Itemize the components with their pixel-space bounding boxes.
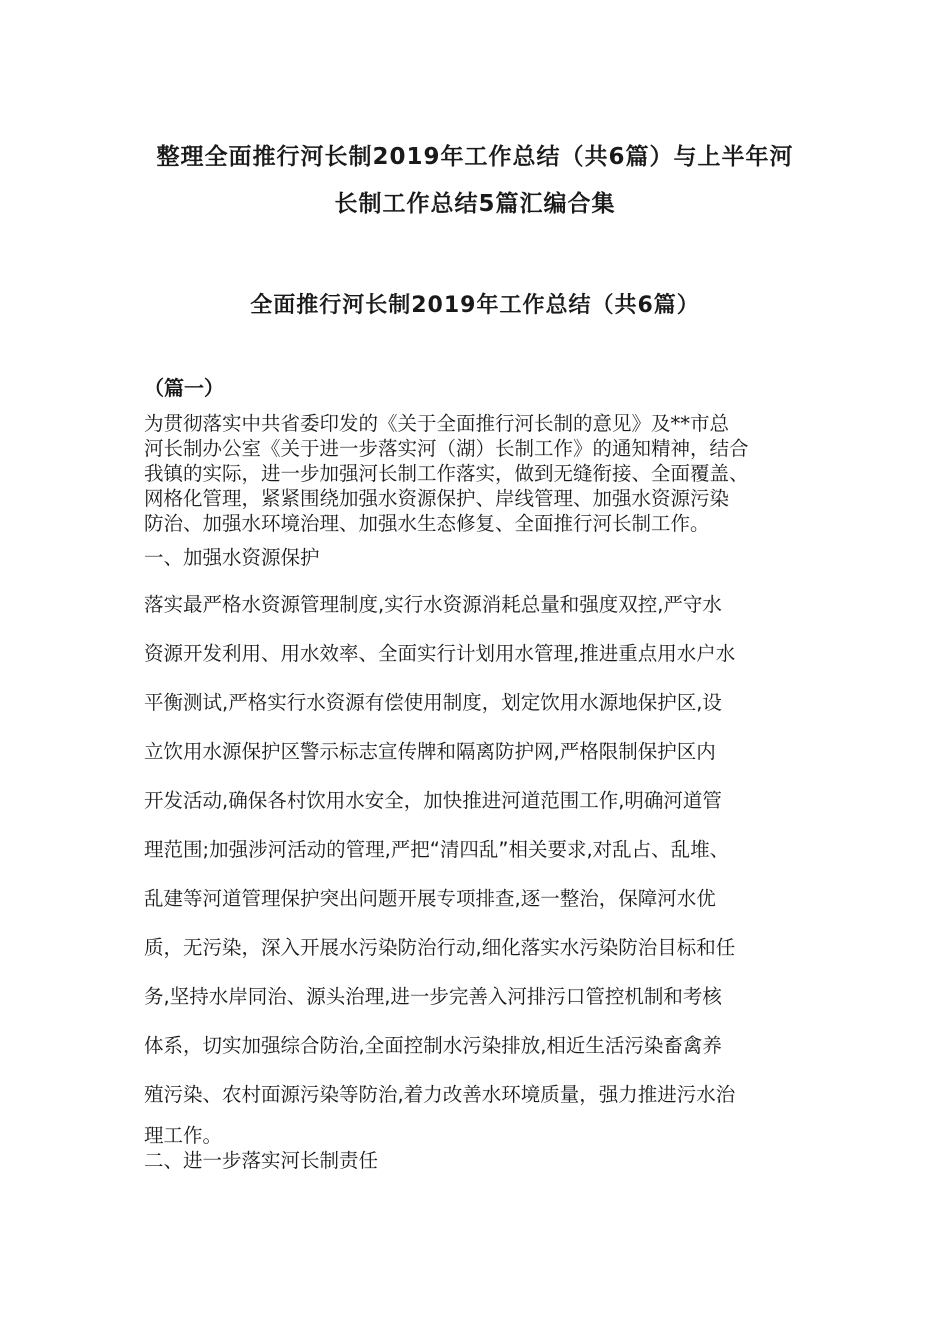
intro-line: 为贯彻落实中共省委印发的《关于全面推行河长制的意见》及**市总 <box>144 412 730 435</box>
body-line: 平衡测试,严格实行水资源有偿使用制度，划定饮用水源地保护区,设 <box>144 691 722 714</box>
body-line: 质，无污染，深入开展水污染防治行动,细化落实水污染防治目标和任 <box>144 936 736 959</box>
document-subtitle: 全面推行河长制2019年工作总结（共6篇） <box>250 293 700 318</box>
intro-line: 网格化管理，紧紧围绕加强水资源保护、岸线管理、加强水资源污染 <box>144 487 730 510</box>
body-line: 理范围;加强涉河活动的管理,严把“清四乱”相关要求,对乱占、乱堆、 <box>144 838 730 861</box>
document-title-line-1: 整理全面推行河长制2019年工作总结（共6篇）与上半年河 <box>156 144 794 170</box>
body-line: 开发活动,确保各村饮用水安全，加快推进河道范围工作,明确河道管 <box>144 789 722 812</box>
body-line: 乱建等河道管理保护突出问题开展专项排查,逐一整治，保障河水优 <box>144 887 716 910</box>
intro-line: 河长制办公室《关于进一步落实河（湖）长制工作》的通知精神，结合 <box>144 437 749 460</box>
body-line: 立饮用水源保护区警示标志宣传牌和隔离防护网,严格限制保护区内 <box>144 740 716 763</box>
section-label: （篇一） <box>144 376 224 400</box>
body-line: 体系，切实加强综合防治,全面控制水污染排放,相近生活污染畜禽养 <box>144 1034 722 1057</box>
body-line: 殖污染、农村面源污染等防治,着力改善水环境质量，强力推进污水治 <box>144 1083 736 1106</box>
body-closing-line: 理工作。 <box>144 1124 223 1147</box>
intro-line: 防治、加强水环境治理、加强水生态修复、全面推行河长制工作。 <box>144 512 710 535</box>
intro-line: 我镇的实际，进一步加强河长制工作落实，做到无缝衔接、全面覆盖、 <box>144 462 749 485</box>
body-line: 务,坚持水岸同治、源头治理,进一步完善入河排污口管控机制和考核 <box>144 985 722 1008</box>
body-line: 资源开发利用、用水效率、全面实行计划用水管理,推进重点用水户水 <box>144 642 736 665</box>
document-title-line-2: 长制工作总结5篇汇编合集 <box>334 191 616 217</box>
body-line: 落实最严格水资源管理制度,实行水资源消耗总量和强度双控,严守水 <box>144 593 722 616</box>
intro-paragraph <box>144 411 824 536</box>
heading-water-resource-protection: 一、加强水资源保护 <box>144 546 320 569</box>
heading-river-chief-responsibility: 二、进一步落实河长制责任 <box>144 1149 379 1172</box>
